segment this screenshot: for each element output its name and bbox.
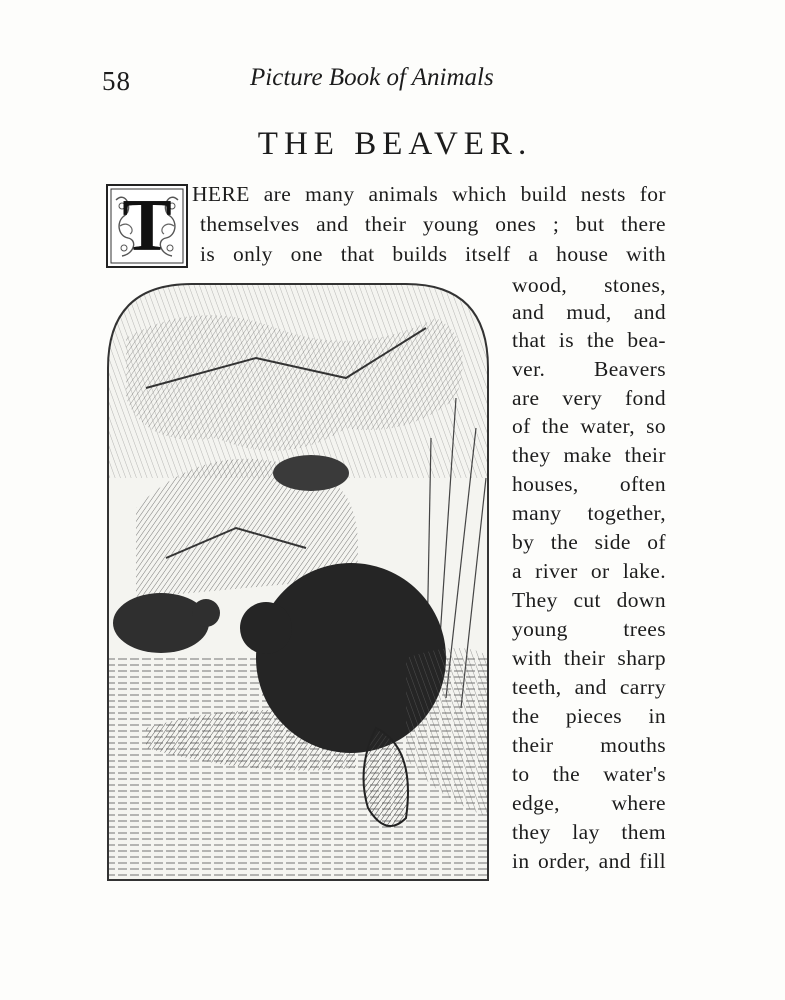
chapter-title: THE BEAVER. bbox=[257, 126, 533, 162]
body-line: is only one that builds itself a house with bbox=[200, 242, 666, 266]
beaver-engraving bbox=[106, 278, 490, 882]
body-line: themselves and their young ones ; but there bbox=[200, 212, 666, 236]
body-line: their mouths bbox=[512, 733, 666, 757]
body-line: young trees bbox=[512, 617, 666, 641]
body-line: to the water's bbox=[512, 762, 666, 786]
page-number: 58 bbox=[102, 66, 131, 96]
body-line: they lay them bbox=[512, 820, 666, 844]
body-line: a river or lake. bbox=[512, 559, 666, 583]
body-line: and mud, and bbox=[512, 300, 666, 324]
body-line: wood, stones, bbox=[512, 273, 666, 297]
body-line: with their sharp bbox=[512, 646, 666, 670]
beaver-illustration bbox=[106, 278, 490, 882]
body-line: houses, often bbox=[512, 472, 666, 496]
body-line: ver. Beavers bbox=[512, 357, 666, 381]
drop-cap bbox=[106, 184, 188, 268]
body-line: of the water, so bbox=[512, 414, 666, 438]
running-title: Picture Book of Animals bbox=[250, 64, 494, 91]
body-line: in order, and fill bbox=[512, 849, 666, 873]
body-line: they make their bbox=[512, 443, 666, 467]
body-line: that is the bea- bbox=[512, 328, 666, 352]
body-line: the pieces in bbox=[512, 704, 666, 728]
drop-cap-letter: T bbox=[122, 184, 172, 267]
body-line: are very fond bbox=[512, 386, 666, 410]
body-line: edge, where bbox=[512, 791, 666, 815]
body-line: They cut down bbox=[512, 588, 666, 612]
body-line: teeth, and carry bbox=[512, 675, 666, 699]
body-line: HERE are many animals which build nests for bbox=[192, 182, 666, 206]
body-line: many together, bbox=[512, 501, 666, 525]
body-line: by the side of bbox=[512, 530, 666, 554]
